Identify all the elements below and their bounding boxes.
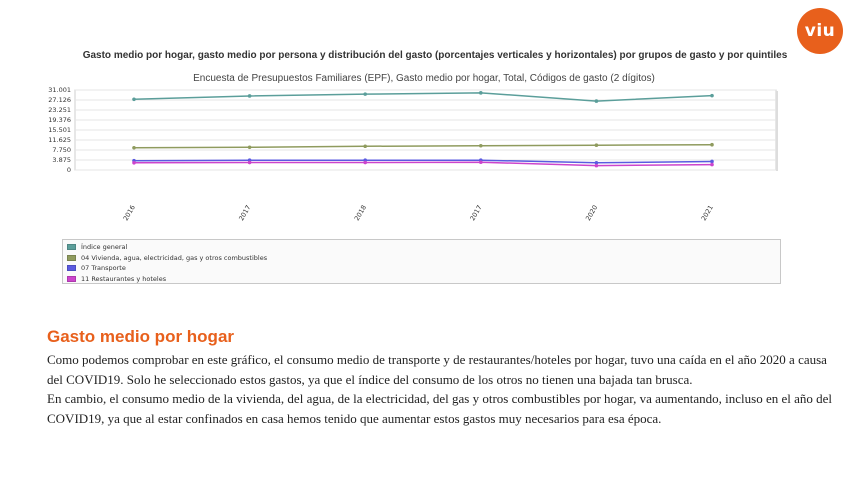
data-point [710, 163, 714, 167]
legend-label: 04 Vivienda, agua, electricidad, gas y otros combustibles [81, 253, 268, 262]
y-tick-label: 19.376 [48, 116, 71, 125]
paragraph-2: En cambio, el consumo medio de la vivienda, del agua, de la electricidad, del gas y otros combustibles por hogar, va aumentando, incluso en el año del COVID19, ya que al estar confinados en casa hemos tenido que aumentar estos gastos muy necesarios para esa época. [47, 391, 833, 426]
data-point [595, 164, 599, 168]
viu-logo: viu [797, 8, 843, 54]
data-point [479, 91, 483, 95]
x-tick-label: 2021 [699, 203, 715, 223]
legend-item [67, 274, 780, 285]
y-tick-label: 7.750 [52, 146, 71, 155]
paragraph-1: Como podemos comprobar en este gráfico, el consumo medio de transporte y de restaurantes/hoteles por hogar, tuvo una caída en el año 2020 a causa del COVID19. Solo he seleccionado estos gastos, ya que el índice del consumo de los otros no tienen una bajada tan brusca. [47, 352, 827, 387]
body-text [47, 350, 837, 428]
legend-swatch [67, 276, 76, 282]
y-tick-label: 23.251 [48, 106, 71, 115]
data-point [710, 143, 714, 147]
legend-item [67, 263, 780, 274]
legend-item [67, 242, 780, 253]
page-title: Gasto medio por hogar, gasto medio por persona y distribución del gasto (porcentajes verticales y horizontales) por grupos de gasto y por quintiles [82, 50, 788, 61]
data-point [132, 161, 136, 165]
data-point [248, 161, 252, 165]
legend-swatch [67, 265, 76, 271]
x-tick-label: 2016 [121, 203, 137, 223]
legend-label: Índice general [81, 243, 128, 252]
y-tick-label: 27.126 [48, 96, 71, 105]
data-point [132, 97, 136, 101]
legend-swatch [67, 244, 76, 250]
data-point [363, 161, 367, 165]
data-point [479, 160, 483, 164]
section-heading: Gasto medio por hogar [47, 327, 235, 346]
chart-legend [62, 239, 781, 284]
y-tick-label: 31.001 [48, 86, 71, 95]
data-point [248, 94, 252, 98]
legend-label: 07 Transporte [81, 264, 126, 273]
data-point [710, 160, 714, 164]
y-tick-label: 15.501 [48, 126, 71, 135]
y-tick-label: 0 [66, 166, 71, 175]
y-tick-label: 3.875 [52, 156, 71, 165]
data-point [595, 143, 599, 147]
data-point [479, 144, 483, 148]
data-point [363, 92, 367, 96]
x-tick-label: 2017 [468, 203, 484, 223]
data-point [132, 146, 136, 150]
x-tick-label: 2018 [352, 203, 369, 223]
legend-swatch [67, 255, 76, 261]
x-tick-label: 2020 [584, 203, 600, 223]
y-tick-label: 11.625 [48, 136, 71, 145]
data-point [248, 145, 252, 149]
data-point [363, 144, 367, 148]
chart-title: Encuesta de Presupuestos Familiares (EPF), Gasto medio por hogar, Total, Códigos de gasto (2 dígitos) [193, 73, 655, 84]
legend-item [67, 253, 780, 264]
plot-shadow [776, 91, 778, 171]
legend-label: 11 Restaurantes y hoteles [81, 274, 167, 283]
line-chart [0, 84, 848, 234]
data-point [595, 99, 599, 103]
data-point [710, 94, 714, 98]
x-tick-label: 2017 [237, 203, 253, 223]
